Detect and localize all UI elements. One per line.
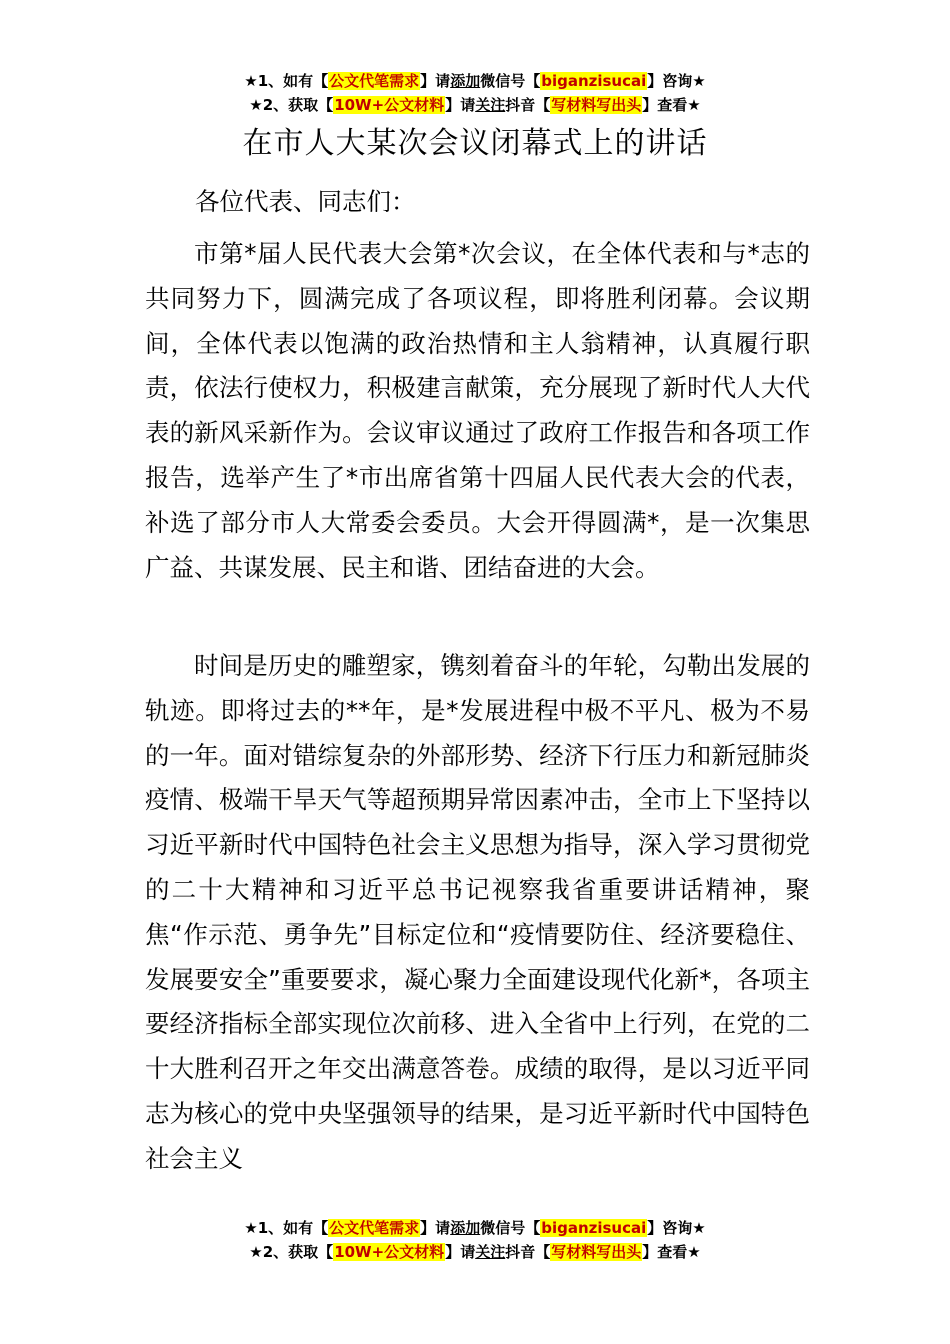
promo-text: ★2、获取【: [249, 1243, 334, 1261]
promo-underlined-text: 添加: [450, 72, 481, 90]
promo-text: 抖音【: [505, 1243, 551, 1261]
promo-text: 抖音【: [505, 96, 551, 114]
promo-text: 微信号【: [480, 72, 541, 90]
promo-highlight: 公文代笔需求: [329, 72, 420, 90]
document-title: 在市人大某次会议闭幕式上的讲话: [242, 126, 708, 161]
promo-highlight: biganzisucai: [541, 1219, 647, 1237]
header-promo-banner: [0, 69, 950, 117]
promo-underlined-text: 添加: [450, 1219, 481, 1237]
promo-text: 】请: [420, 72, 451, 90]
promo-underlined-text: 关注: [475, 96, 506, 114]
promo-highlight: 10W+公文材料: [334, 1243, 445, 1261]
salutation: 各位代表、同志们：: [195, 187, 416, 216]
promo-line-2: [0, 93, 950, 117]
promo-text: 】请: [445, 1243, 476, 1261]
body-paragraph-1: 市第*届人民代表大会第*次会议，在全体代表和与*志的共同努力下，圆满完成了各项议程，即将胜利闭幕。会议期间，全体代表以饱满的政治热情和主人翁精神，认真履行职责，依法行使权力，积极建言献策，充分展现了新时代人大代表的新风采新作为。会议审议通过了政府工作报告和各项工作报告，选举产生了*市出席省第十四届人民代表大会的代表，补选了部分市人大常委会委员。大会开得圆满*，是一次集思广益、共谋发展、民主和谐、团结奋进的大会。: [145, 239, 810, 582]
promo-highlight: 写材料写出头: [551, 1243, 642, 1261]
promo-text: 】查看★: [642, 96, 701, 114]
promo-text: 微信号【: [480, 1219, 541, 1237]
promo-text: ★1、如有【: [244, 72, 329, 90]
promo-highlight: 10W+公文材料: [334, 96, 445, 114]
promo-text: ★2、获取【: [249, 96, 334, 114]
promo-line-1: [0, 69, 950, 93]
body-paragraph-2: 时间是历史的雕塑家，镌刻着奋斗的年轮，勾勒出发展的轨迹。即将过去的**年，是*发展进程中极不平凡、极为不易的一年。面对错综复杂的外部形势、经济下行压力和新冠肺炎疫情、极端干旱天气等超预期异常因素冲击，全市上下坚持以习近平新时代中国特色社会主义思想为指导，深入学习贯彻党的二十大精神和习近平总书记视察我省重要讲话精神，聚焦“作示范、勇争先”目标定位和“疫情要防住、经济要稳住、发展要安全”重要要求，凝心聚力全面建设现代化新*，各项主要经济指标全部实现位次前移、进入全省中上行列，在党的二十大胜利召开之年交出满意答卷。成绩的取得，是以习近平同志为核心的党中央坚强领导的结果，是习近平新时代中国特色社会主义: [145, 651, 810, 1173]
promo-text: 】请: [445, 96, 476, 114]
promo-text: ★1、如有【: [244, 1219, 329, 1237]
promo-line-1: [0, 1216, 950, 1240]
promo-text: 】咨询★: [647, 72, 706, 90]
promo-highlight: 写材料写出头: [551, 96, 642, 114]
promo-text: 】请: [420, 1219, 451, 1237]
promo-line-2: [0, 1240, 950, 1264]
promo-highlight: biganzisucai: [541, 72, 647, 90]
footer-promo-banner: [0, 1216, 950, 1264]
promo-text: 】查看★: [642, 1243, 701, 1261]
promo-underlined-text: 关注: [475, 1243, 506, 1261]
promo-text: 】咨询★: [647, 1219, 706, 1237]
promo-highlight: 公文代笔需求: [329, 1219, 420, 1237]
